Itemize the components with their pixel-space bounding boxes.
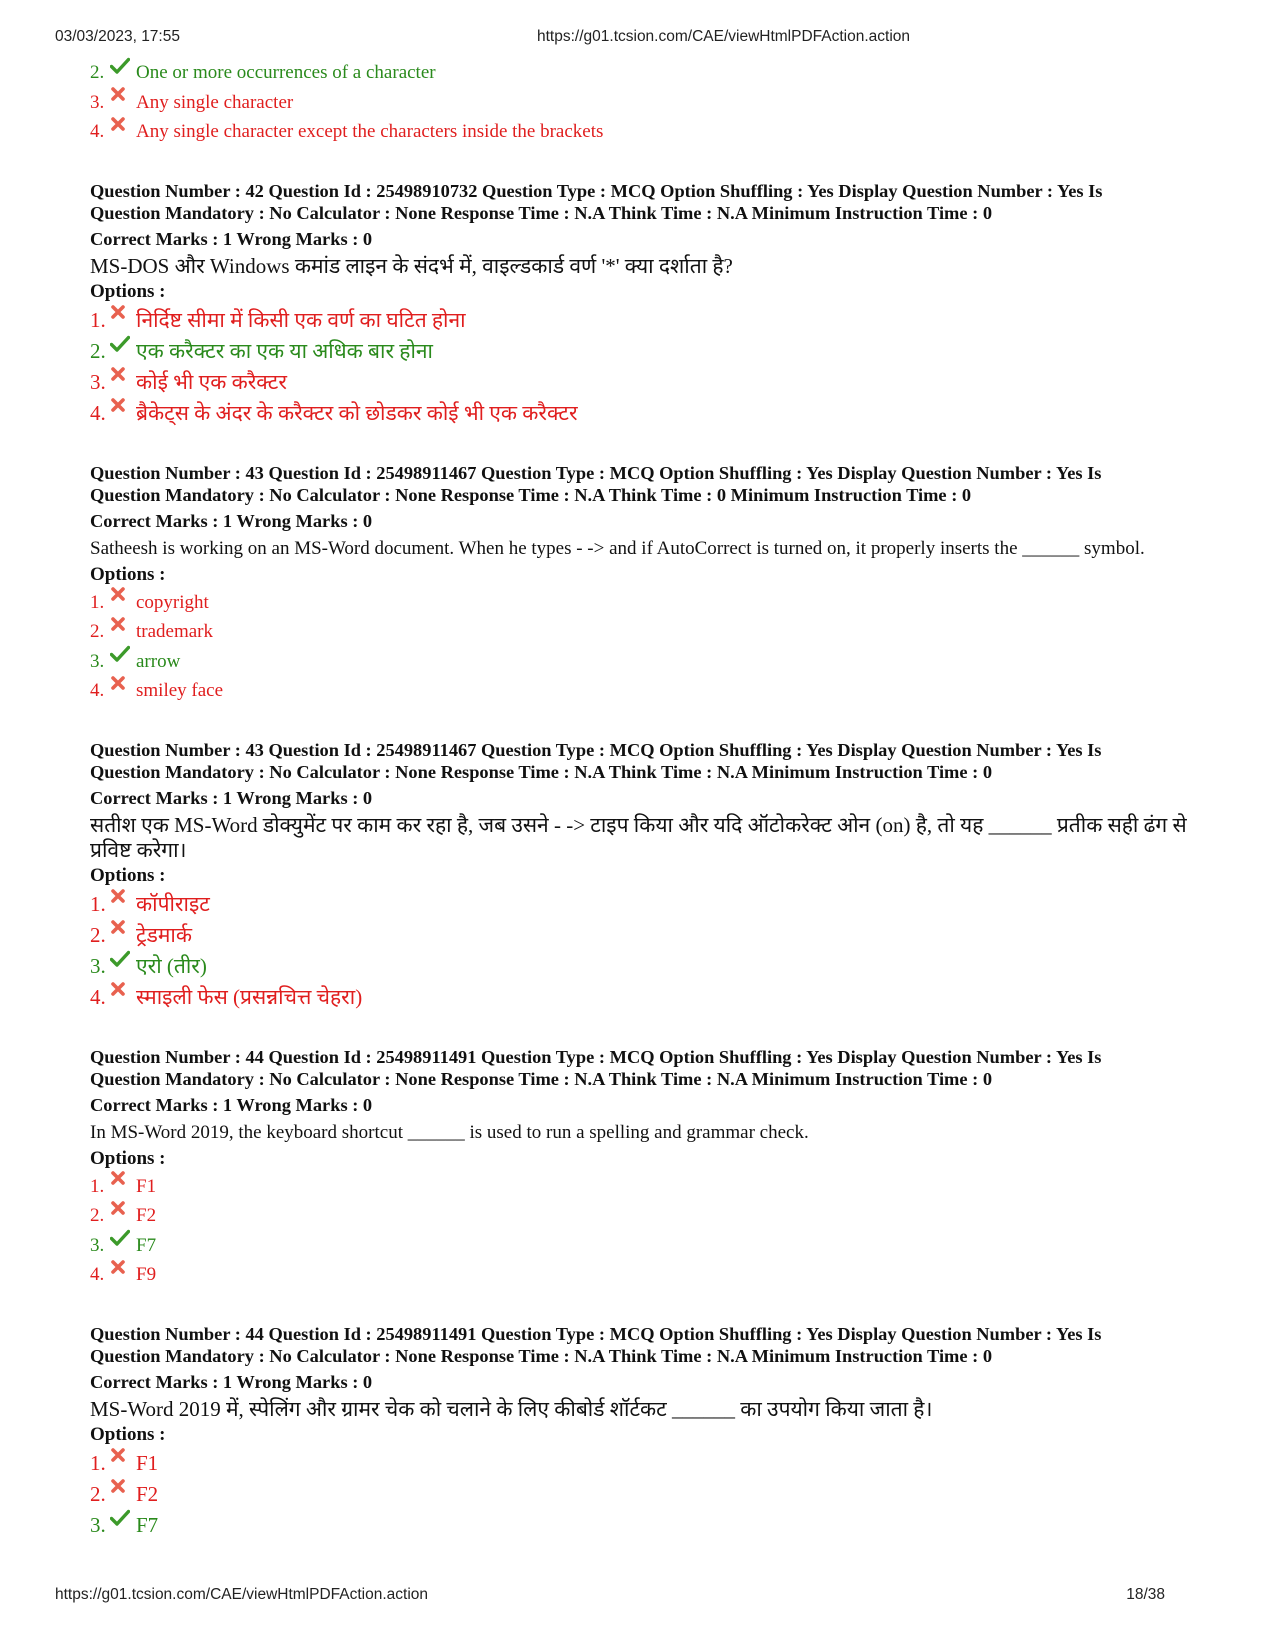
option-item	[90, 617, 1210, 647]
option-item	[90, 1172, 1210, 1202]
question-text: MS-DOS और Windows कमांड लाइन के संदर्भ में, वाइल्डकार्ड वर्ण '*' क्या दर्शाता है?	[90, 253, 733, 278]
question-text: MS-Word 2019 में, स्पेलिंग और ग्रामर चेक को चलाने के लिए कीबोर्ड शॉर्टकट ______ का उपयोग किया जाता है।	[90, 1396, 933, 1421]
option-item	[90, 1479, 1210, 1510]
cross-icon	[110, 622, 136, 642]
option-number: 3.	[90, 1512, 106, 1537]
option-item	[90, 647, 1210, 677]
question-meta	[90, 180, 1210, 224]
options-label: Options :	[90, 1423, 166, 1445]
check-icon	[110, 956, 136, 976]
options-label: Options :	[90, 563, 166, 585]
question-block	[90, 1046, 1210, 1290]
cross-icon	[110, 310, 136, 330]
option-text: F7	[136, 1512, 159, 1537]
question-meta	[90, 739, 1210, 783]
option-item	[90, 982, 1210, 1013]
question-meta-line: Question Number : 44 Question Id : 25498911491 Question Type : MCQ Option Shuffling : Yes Display Question Number : Yes Is	[90, 1046, 1102, 1067]
option-item	[90, 889, 1210, 920]
option-text: F9	[136, 1264, 157, 1285]
option-text: स्माइली फेस (प्रसन्नचित्त चेहरा)	[136, 984, 363, 1009]
continued-options	[90, 58, 1210, 147]
question-text: In MS-Word 2019, the keyboard shortcut ______ is used to run a spelling and grammar check.	[90, 1121, 809, 1143]
option-number: 2.	[90, 338, 106, 363]
option-text: smiley face	[136, 680, 224, 701]
option-text: एक करैक्टर का एक या अधिक बार होना	[136, 338, 433, 363]
option-item	[90, 588, 1210, 618]
question-block	[90, 1323, 1210, 1541]
question-meta-line: Question Number : 43 Question Id : 25498911467 Question Type : MCQ Option Shuffling : Yes Display Question Number : Yes Is	[90, 462, 1102, 483]
options-label: Options :	[90, 864, 166, 886]
option-text: ब्रैकेट्स के अंदर के करैक्टर को छोडकर कोई भी एक करैक्टर	[136, 400, 578, 425]
question-marks: Correct Marks : 1 Wrong Marks : 0	[90, 1094, 373, 1115]
option-text: One or more occurrences of a character	[136, 62, 436, 83]
question-block	[90, 739, 1210, 1013]
option-text: ट्रेडमार्क	[136, 922, 192, 947]
option-text: Any single character	[136, 91, 294, 113]
cross-icon	[110, 592, 136, 612]
cross-icon	[110, 1206, 136, 1226]
cross-icon	[110, 92, 136, 112]
cross-icon	[110, 987, 136, 1007]
question-meta-line: Question Number : 44 Question Id : 25498911491 Question Type : MCQ Option Shuffling : Yes Display Question Number : Yes Is	[90, 1323, 1102, 1344]
question-meta-line: Question Mandatory : No Calculator : None Response Time : N.A Think Time : N.A Minimum Instruction Time : 0	[90, 202, 993, 223]
option-number: 3.	[90, 1234, 105, 1256]
question-text: Satheesh is working on an MS-Word document. When he types - -> and if AutoCorrect is turned on, it properly inserts the ______ symbol.	[90, 537, 1145, 559]
question-meta	[90, 1323, 1210, 1367]
option-text: कॉपीराइट	[136, 891, 210, 916]
option-text: F7	[136, 1234, 157, 1256]
option-item	[90, 305, 1210, 336]
option-text: F1	[136, 1175, 157, 1197]
option-text: F2	[136, 1481, 159, 1506]
option-number: 4.	[90, 121, 105, 142]
print-datetime: 03/03/2023, 17:55	[55, 28, 180, 45]
option-item	[90, 1260, 1210, 1290]
page-number: 18/38	[1126, 1586, 1165, 1603]
option-number: 2.	[90, 62, 105, 83]
question-marks: Correct Marks : 1 Wrong Marks : 0	[90, 787, 373, 808]
option-item	[90, 336, 1210, 367]
option-text: F1	[136, 1450, 159, 1475]
options-label: Options :	[90, 1147, 166, 1169]
cross-icon	[110, 372, 136, 392]
option-text: कोई भी एक करैक्टर	[136, 369, 287, 394]
option-number: 1.	[90, 591, 105, 613]
question-meta-line: Question Number : 42 Question Id : 25498910732 Question Type : MCQ Option Shuffling : Yes Display Question Number : Yes Is	[90, 180, 1103, 201]
footer-url: https://g01.tcsion.com/CAE/viewHtmlPDFAction.action	[55, 1586, 429, 1603]
cross-icon	[110, 1453, 136, 1473]
option-number: 2.	[90, 1481, 106, 1506]
question-meta	[90, 1046, 1210, 1090]
option-item	[90, 117, 1210, 147]
option-text: copyright	[136, 591, 209, 613]
option-item	[90, 1201, 1210, 1231]
option-number: 1.	[90, 1175, 105, 1197]
cross-icon	[110, 403, 136, 423]
question-meta-line: Question Mandatory : No Calculator : None Response Time : N.A Think Time : N.A Minimum Instruction Time : 0	[90, 1068, 993, 1089]
option-item	[90, 1510, 1210, 1541]
check-icon	[110, 1515, 136, 1535]
option-number: 2.	[90, 1205, 105, 1226]
option-item	[90, 1448, 1210, 1479]
option-number: 1.	[90, 891, 106, 916]
question-paper	[90, 58, 1210, 1541]
question-meta-line: Question Mandatory : No Calculator : None Response Time : N.A Think Time : N.A Minimum Instruction Time : 0	[90, 761, 993, 782]
question-text: सतीश एक MS-Word डोक्युमेंट पर काम कर रहा है, जब उसने - -> टाइप किया और यदि ऑटोकरेक्ट ओन (on) है, तो यह ______ प्रतीक सही ढंग से प्रविष्ट करेगा।	[90, 812, 1187, 862]
option-text: trademark	[136, 621, 214, 642]
question-meta-line: Question Number : 43 Question Id : 25498911467 Question Type : MCQ Option Shuffling : Yes Display Question Number : Yes Is	[90, 739, 1102, 760]
cross-icon	[110, 925, 136, 945]
question-meta	[90, 462, 1210, 506]
options-label: Options :	[90, 280, 166, 302]
option-item	[90, 367, 1210, 398]
check-icon	[110, 63, 136, 83]
cross-icon	[110, 1176, 136, 1196]
option-text: Any single character except the characters inside the brackets	[136, 121, 604, 142]
option-number: 3.	[90, 953, 106, 978]
question-marks: Correct Marks : 1 Wrong Marks : 0	[90, 1371, 373, 1392]
question-list	[90, 180, 1210, 1541]
option-number: 3.	[90, 369, 106, 394]
option-item	[90, 398, 1210, 429]
option-item	[90, 951, 1210, 982]
cross-icon	[110, 681, 136, 701]
option-number: 2.	[90, 621, 105, 642]
option-number: 1.	[90, 307, 106, 332]
cross-icon	[110, 894, 136, 914]
option-item	[90, 88, 1210, 118]
option-number: 4.	[90, 984, 106, 1009]
cross-icon	[110, 122, 136, 142]
option-number: 4.	[90, 680, 105, 701]
option-number: 4.	[90, 400, 106, 425]
question-block	[90, 180, 1210, 429]
check-icon	[110, 1235, 136, 1255]
option-number: 1.	[90, 1450, 106, 1475]
check-icon	[110, 651, 136, 671]
question-meta-line: Question Mandatory : No Calculator : None Response Time : N.A Think Time : N.A Minimum Instruction Time : 0	[90, 1345, 993, 1366]
option-item	[90, 58, 1210, 88]
question-marks: Correct Marks : 1 Wrong Marks : 0	[90, 510, 373, 531]
option-text: निर्दिष्ट सीमा में किसी एक वर्ण का घटित होना	[136, 307, 466, 332]
cross-icon	[110, 1484, 136, 1504]
question-meta-line: Question Mandatory : No Calculator : None Response Time : N.A Think Time : 0 Minimum Instruction Time : 0	[90, 484, 972, 505]
question-block	[90, 462, 1210, 706]
option-text: F2	[136, 1205, 157, 1226]
header-url: https://g01.tcsion.com/CAE/viewHtmlPDFAction.action	[537, 28, 911, 45]
option-text: एरो (तीर)	[136, 953, 207, 978]
option-item	[90, 676, 1210, 706]
cross-icon	[110, 1265, 136, 1285]
option-number: 3.	[90, 650, 105, 672]
option-number: 2.	[90, 922, 106, 947]
option-text: arrow	[136, 650, 181, 672]
check-icon	[110, 341, 136, 361]
option-item	[90, 1231, 1210, 1261]
option-number: 4.	[90, 1264, 105, 1285]
question-marks: Correct Marks : 1 Wrong Marks : 0	[90, 228, 373, 249]
option-number: 3.	[90, 91, 105, 113]
option-item	[90, 920, 1210, 951]
